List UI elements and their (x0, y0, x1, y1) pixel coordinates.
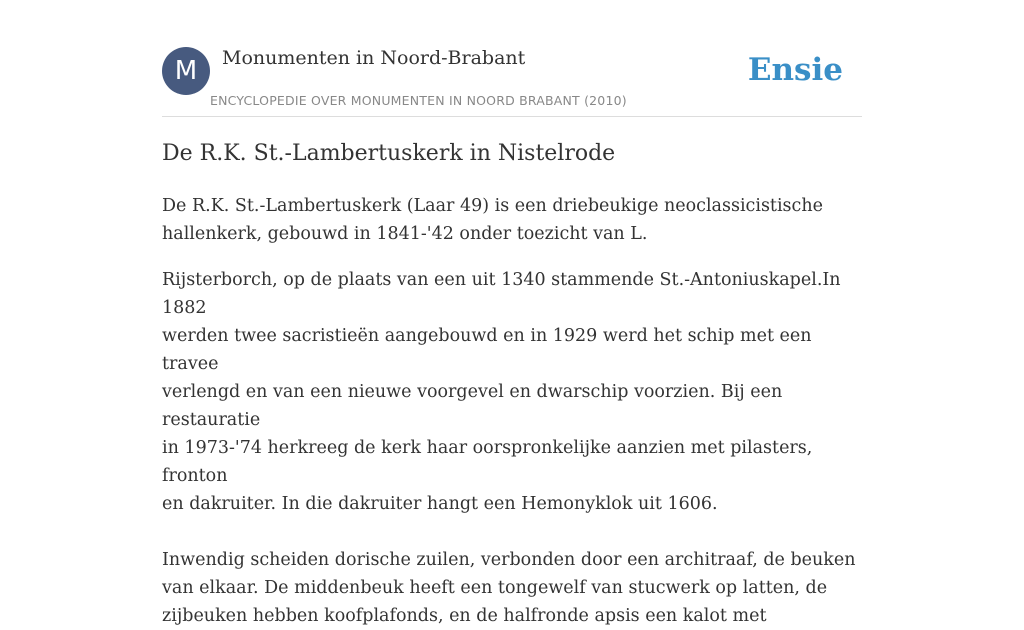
source-header (162, 46, 862, 117)
article-title: De R.K. St.-Lambertuskerk in Nistelrode (162, 141, 616, 166)
source-subtitle: ENCYCLOPEDIE OVER MONUMENTEN IN NOORD BRABANT (2010) (210, 93, 627, 108)
ensie-logo[interactable]: Ensie (747, 52, 843, 88)
source-title[interactable]: Monumenten in Noord-Brabant (222, 47, 526, 69)
article (162, 138, 862, 630)
article-paragraph: Rijsterborch, op de plaats van een uit 1340 stammende St.-Antoniuskapel.In 1882 werden twee sacristieën aangebouwd en in 1929 werd het schip met een travee verlengd en van een nieuwe voorgevel en dwarschip voorzien. Bij een restauratie in 1973-'74 herkreeg de kerk haar oorspronkelijke aanzien met pilasters, fronton en dakruiter. In die dakruiter hangt een Hemonyklok uit 1606. Inwendig scheiden dorische zuilen, verbonden door een architraaf, de beuken van elkaar. De middenbeuk heeft een tongewelf van stucwerk op latten, de zijbeuken hebben koofplafonds, en de halfronde apsis een kalot met (162, 270, 856, 626)
source-avatar[interactable]: M (162, 47, 210, 95)
article-paragraph: De R.K. St.-Lambertuskerk (Laar 49) is een driebeukige neoclassicistische hallenkerk, gebouwd in 1841-'42 onder toezicht van L. (162, 196, 823, 244)
